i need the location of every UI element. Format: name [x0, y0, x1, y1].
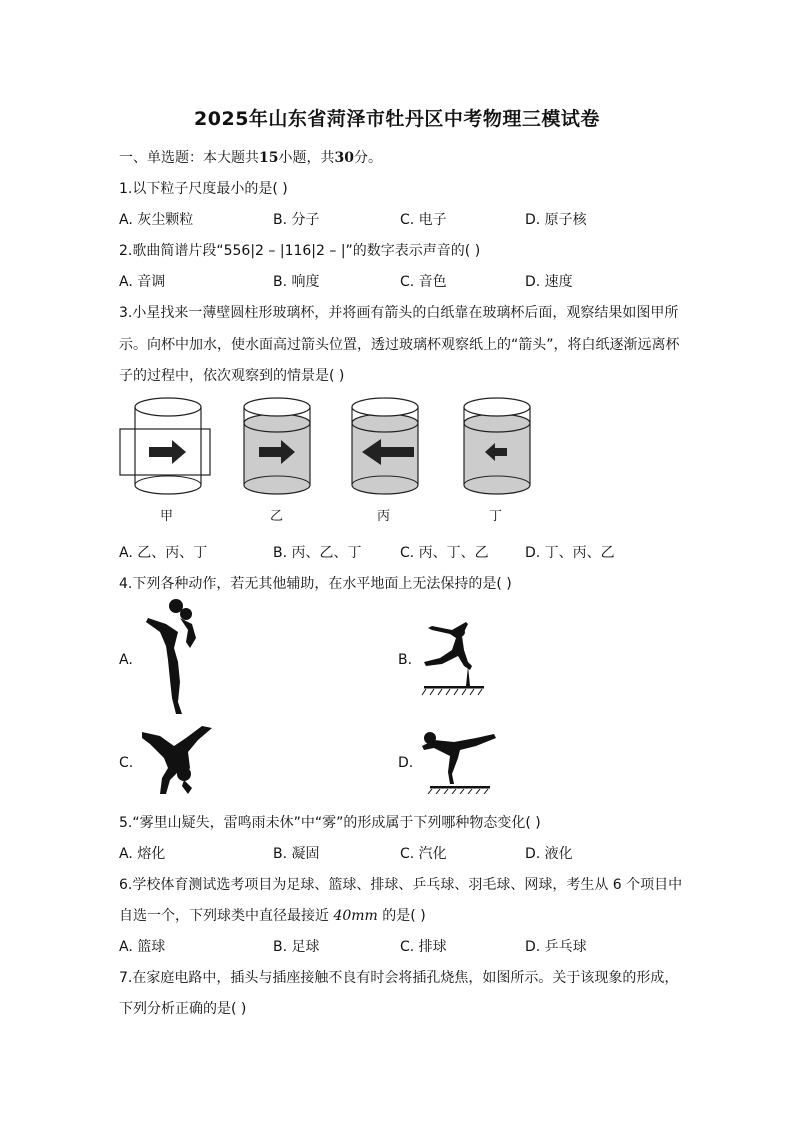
- q5-option-d: D. 液化: [525, 846, 573, 862]
- q4-option-b: B.: [398, 652, 413, 668]
- q2-option-b: B. 响度: [273, 274, 320, 290]
- q6-option-d: D. 乒乓球: [525, 939, 587, 955]
- fig-label-yi: 乙: [270, 509, 284, 524]
- q1-option-d: D. 原子核: [525, 212, 587, 228]
- q4-option-d: D.: [398, 755, 414, 771]
- cylinder-bing: [352, 398, 418, 494]
- q5-option-b: B. 凝固: [273, 846, 320, 862]
- page-title: 2025年山东省菏泽市牡丹区中考物理三模试卷: [194, 108, 600, 130]
- q7-line-1: 7.在家庭电路中，插头与插座接触不良有时会将插孔烧焦，如图所示。关于该现象的形成，: [119, 970, 679, 986]
- q2-option-c: C. 音色: [400, 274, 447, 290]
- q4-option-a: A.: [119, 652, 133, 668]
- q2-stem: 2.歌曲简谱片段“556|2 – |116|2 – |”的数字表示声音的( ): [119, 243, 481, 259]
- q1-option-b: B. 分子: [273, 212, 320, 228]
- q3-option-d: D. 丁、丙、乙: [525, 545, 615, 561]
- q4-option-c: C.: [119, 755, 134, 771]
- section-suffix: 分。: [353, 150, 382, 166]
- gymnast-silhouette-a: [140, 598, 208, 718]
- q1-option-a: A. 灰尘颗粒: [119, 212, 194, 228]
- section-score: 30: [334, 150, 354, 166]
- q6-unit: mm: [351, 908, 378, 924]
- q3-option-c: C. 丙、丁、乙: [400, 545, 489, 561]
- q3-line-3: 子的过程中，依次观察到的情景是( ): [119, 368, 345, 384]
- cylinder-jia: [120, 398, 210, 494]
- q1-option-c: C. 电子: [400, 212, 447, 228]
- q2-option-d: D. 速度: [525, 274, 573, 290]
- fig-label-ding: 丁: [489, 509, 503, 524]
- q1-stem: 1.以下粒子尺度最小的是( ): [119, 181, 288, 197]
- q5-option-a: A. 熔化: [119, 846, 166, 862]
- section-count: 15: [259, 150, 279, 166]
- gymnast-silhouette-d: [420, 728, 498, 794]
- cylinder-ding: [464, 398, 530, 494]
- q6-line-1: 6.学校体育测试选考项目为足球、篮球、排球、乒乓球、羽毛球、网球，考生从 6 个项目中: [119, 877, 683, 893]
- q6-line-2-b: 的是( ): [377, 908, 426, 924]
- fig-label-bing: 丙: [377, 509, 391, 524]
- section-mid: 小题，共: [278, 150, 335, 166]
- q7-line-2: 下列分析正确的是( ): [119, 1001, 247, 1017]
- q6-option-a: A. 篮球: [119, 939, 166, 955]
- q6-line-2: [119, 905, 426, 925]
- section-header: [119, 147, 382, 167]
- q3-option-b: B. 丙、乙、丁: [273, 545, 362, 561]
- cylinder-yi: [244, 398, 310, 494]
- q6-line-2-a: 自选一个，下列球类中直径最接近: [119, 908, 334, 924]
- q3-line-2: 示。向杯中加水，使水面高过箭头位置，透过玻璃杯观察纸上的“箭头”，将白纸逐渐远离杯: [119, 337, 680, 353]
- fig-label-jia: 甲: [160, 509, 174, 524]
- q2-option-a: A. 音调: [119, 274, 166, 290]
- q3-line-1: 3.小星找来一薄壁圆柱形玻璃杯，并将画有箭头的白纸靠在玻璃杯后面，观察结果如图甲所: [119, 305, 679, 321]
- q6-value: 40: [333, 908, 352, 924]
- section-prefix: 一、单选题：本大题共: [119, 150, 259, 166]
- q5-stem: 5.“雾里山疑失，雷鸣雨未休”中“雾”的形成属于下列哪种物态变化( ): [119, 815, 541, 831]
- q3-option-a: A. 乙、丙、丁: [119, 545, 208, 561]
- q6-option-c: C. 排球: [400, 939, 447, 955]
- gymnast-silhouette-c: [140, 724, 218, 798]
- q5-option-c: C. 汽化: [400, 846, 447, 862]
- q6-option-b: B. 足球: [273, 939, 320, 955]
- q4-stem: 4.下列各种动作，若无其他辅助，在水平地面上无法保持的是( ): [119, 576, 512, 592]
- gymnast-silhouette-b: [420, 620, 488, 696]
